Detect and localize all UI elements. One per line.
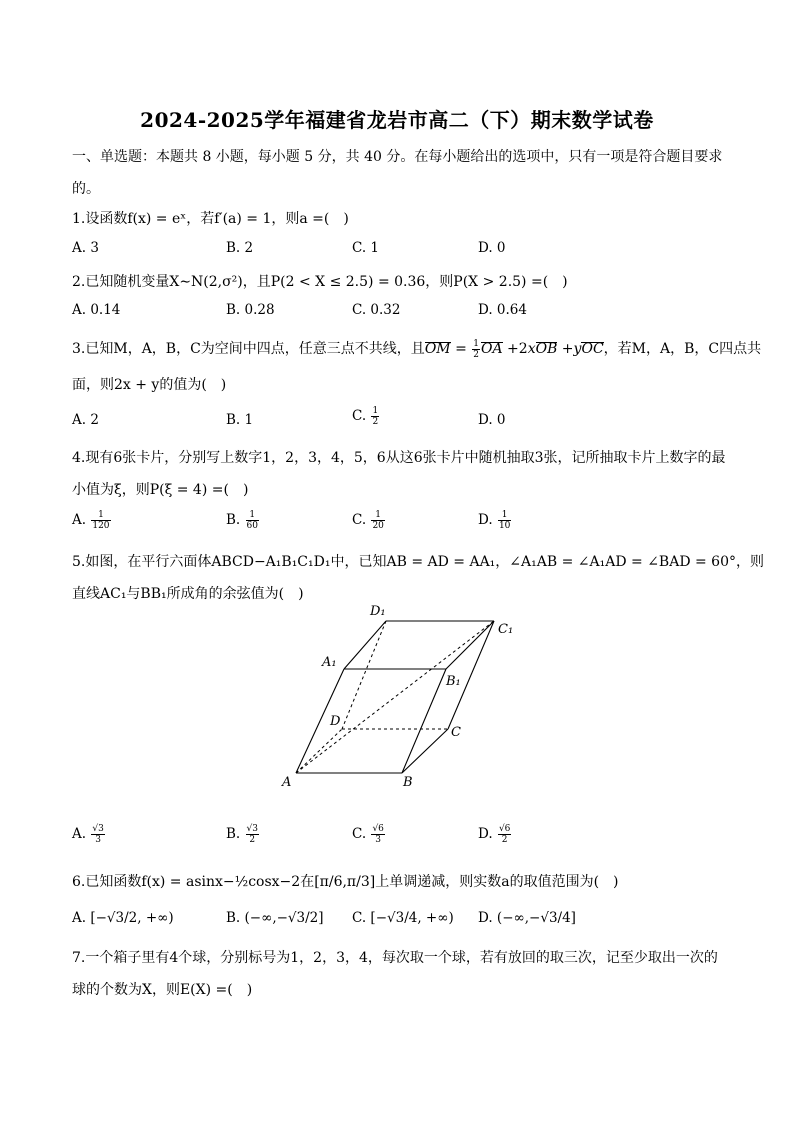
edge-b1b: [402, 669, 446, 773]
q2-option-a: A. 0.14: [72, 302, 121, 318]
q1-option-b: B. 2: [226, 240, 254, 256]
q3-option-c-letter: C.: [352, 408, 371, 424]
q4-option-d: [478, 510, 512, 531]
vector-oa: OA: [481, 341, 503, 357]
q6-option-b: B. (−∞,−√3/2]: [226, 910, 324, 926]
q6-option-c: C. [−√3/4, +∞): [352, 910, 454, 926]
q1-option-d: D. 0: [478, 240, 506, 256]
label-a: A: [282, 775, 292, 788]
option-frac: [91, 824, 104, 845]
option-letter: B.: [226, 826, 245, 842]
frac-num: 1: [371, 510, 384, 521]
q3-option-b: B. 1: [226, 412, 254, 428]
edge-c1b1: [446, 621, 494, 669]
vector-ob: OB: [535, 341, 558, 357]
q3-stem-pre: 3.已知M，A，B，C为空间中四点，任意三点不共线，且: [72, 341, 425, 357]
frac-den: 3: [95, 835, 101, 845]
label-b1: B₁: [446, 674, 461, 689]
page-title: 2024-2025学年福建省龙岩市高二（下）期末数学试卷: [140, 108, 654, 132]
question-7-stem-cont: 球的个数为X，则E(X) =( ): [72, 982, 253, 998]
option-letter: C.: [352, 512, 371, 528]
label-c1: C₁: [498, 622, 514, 637]
question-4-stem: 4.现有6张卡片，分别写上数字1，2，3，4，5，6从这6张卡片中随机抽取3张，记所抽取卡片上数字的最: [72, 450, 726, 466]
q2-option-b: B. 0.28: [226, 302, 275, 318]
question-4-stem-cont: 小值为ξ，则P(ξ = 4) =( ): [72, 482, 249, 498]
q6-option-a: A. [−√3/2, +∞): [72, 910, 174, 926]
frac-num: 1: [473, 338, 479, 349]
frac-den: 2: [372, 417, 379, 427]
q4-option-c: [352, 510, 386, 531]
section-header: 一、单选题：本题共 8 小题，每小题 5 分，共 40 分。在每小题给出的选项中，只有一项是符合题目要求: [72, 149, 723, 165]
frac-den: 10: [498, 521, 511, 531]
q5-option-c: [352, 824, 386, 845]
q4-option-a: [72, 510, 112, 531]
label-d: D: [330, 714, 341, 729]
q5-option-a: [72, 824, 106, 845]
option-frac: [246, 824, 259, 845]
parallelepiped-figure: [270, 598, 530, 788]
q2-option-c: C. 0.32: [352, 302, 401, 318]
frac-num: √3: [92, 824, 104, 834]
vector-oc: OC: [581, 341, 604, 357]
option-frac: [371, 510, 384, 531]
option-frac: [246, 510, 259, 531]
option-letter: D.: [478, 826, 497, 842]
option-letter: A.: [72, 826, 91, 842]
question-7-stem: 7.一个箱子里有4个球，分别标号为1，2，3，4，每次取一个球，若有放回的取三次，记至少取出一次的: [72, 950, 718, 966]
frac-num: 1: [372, 406, 379, 416]
q3-option-d: D. 0: [478, 412, 506, 428]
frac-den: 2: [249, 835, 256, 845]
q5-option-d: [478, 824, 512, 845]
q3-stem-post: ，若M，A，B，C四点共: [603, 341, 762, 357]
option-letter: A.: [72, 512, 91, 528]
question-5-stem-cont: 直线AC₁与BB₁所成角的余弦值为( ): [72, 586, 304, 602]
question-3-stem-cont: 面，则2x + y的值为( ): [72, 377, 227, 393]
q1-option-a: A. 3: [72, 240, 99, 256]
q3-option-c-frac: [371, 406, 379, 427]
frac-den: 2: [501, 835, 508, 845]
frac-num: 1: [91, 510, 110, 521]
q3-option-c: [352, 406, 380, 427]
frac-den: 120: [92, 521, 110, 531]
frac-den: 20: [372, 521, 384, 531]
diagonal-ac1: [296, 621, 494, 773]
frac-den: 60: [246, 521, 258, 531]
edge-d1a1: [344, 621, 386, 669]
label-b: B: [403, 775, 413, 788]
frac-den: 3: [375, 835, 382, 845]
edge-d1d-hidden: [342, 621, 386, 729]
question-6-stem: 6.已知函数f(x) = asinx−½cosx−2在[π/6,π/3]上单调递减，则实数a的取值范围为( ): [72, 874, 619, 890]
label-c: C: [451, 725, 461, 740]
question-5-stem: 5.如图，在平行六面体ABCD−A₁B₁C₁D₁中，已知AB = AD = AA₁，∠A₁AB = ∠A₁AD = ∠BAD = 60°，则: [72, 554, 764, 570]
frac-num: √6: [498, 824, 511, 834]
option-frac: [498, 824, 511, 845]
option-frac: [498, 510, 511, 531]
edge-bc: [402, 729, 448, 773]
frac-num: √3: [246, 824, 258, 834]
frac-den: 2: [473, 349, 479, 360]
question-2-stem: 2.已知随机变量X∼N(2,σ²)，且P(2 < X ≤ 2.5) = 0.36，则P(X > 2.5) =( ): [72, 274, 568, 290]
frac-num: 1: [246, 510, 259, 521]
question-1-stem: 1.设函数f(x) = eˣ，若f′(a) = 1，则a =( ): [72, 211, 349, 227]
q6-option-d: D. (−∞,−√3/4]: [478, 910, 576, 926]
frac-num: 1: [498, 510, 511, 521]
label-d1: D₁: [370, 604, 386, 619]
option-frac: [91, 510, 110, 531]
frac-num: √6: [372, 824, 384, 834]
section-header-cont: 的。: [72, 181, 100, 197]
label-a1: A₁: [322, 655, 337, 670]
q2-option-d: D. 0.64: [478, 302, 527, 318]
edge-ad-hidden: [296, 729, 342, 773]
q1-option-c: C. 1: [352, 240, 380, 256]
q5-option-b: [226, 824, 260, 845]
option-frac: [371, 824, 384, 845]
option-letter: D.: [478, 512, 497, 528]
question-3-stem: 3.已知M，A，B，C为空间中四点，任意三点不共线，且OM = $\frac{1}{2}$ OA +2xOB +yOC，若M，A，B，C四点共: [72, 338, 762, 360]
option-letter: C.: [352, 826, 371, 842]
vector-om: OM: [424, 341, 451, 357]
fraction-half: [472, 339, 480, 360]
q3-option-a: A. 2: [72, 412, 99, 428]
q4-option-b: [226, 510, 260, 531]
option-letter: B.: [226, 512, 245, 528]
